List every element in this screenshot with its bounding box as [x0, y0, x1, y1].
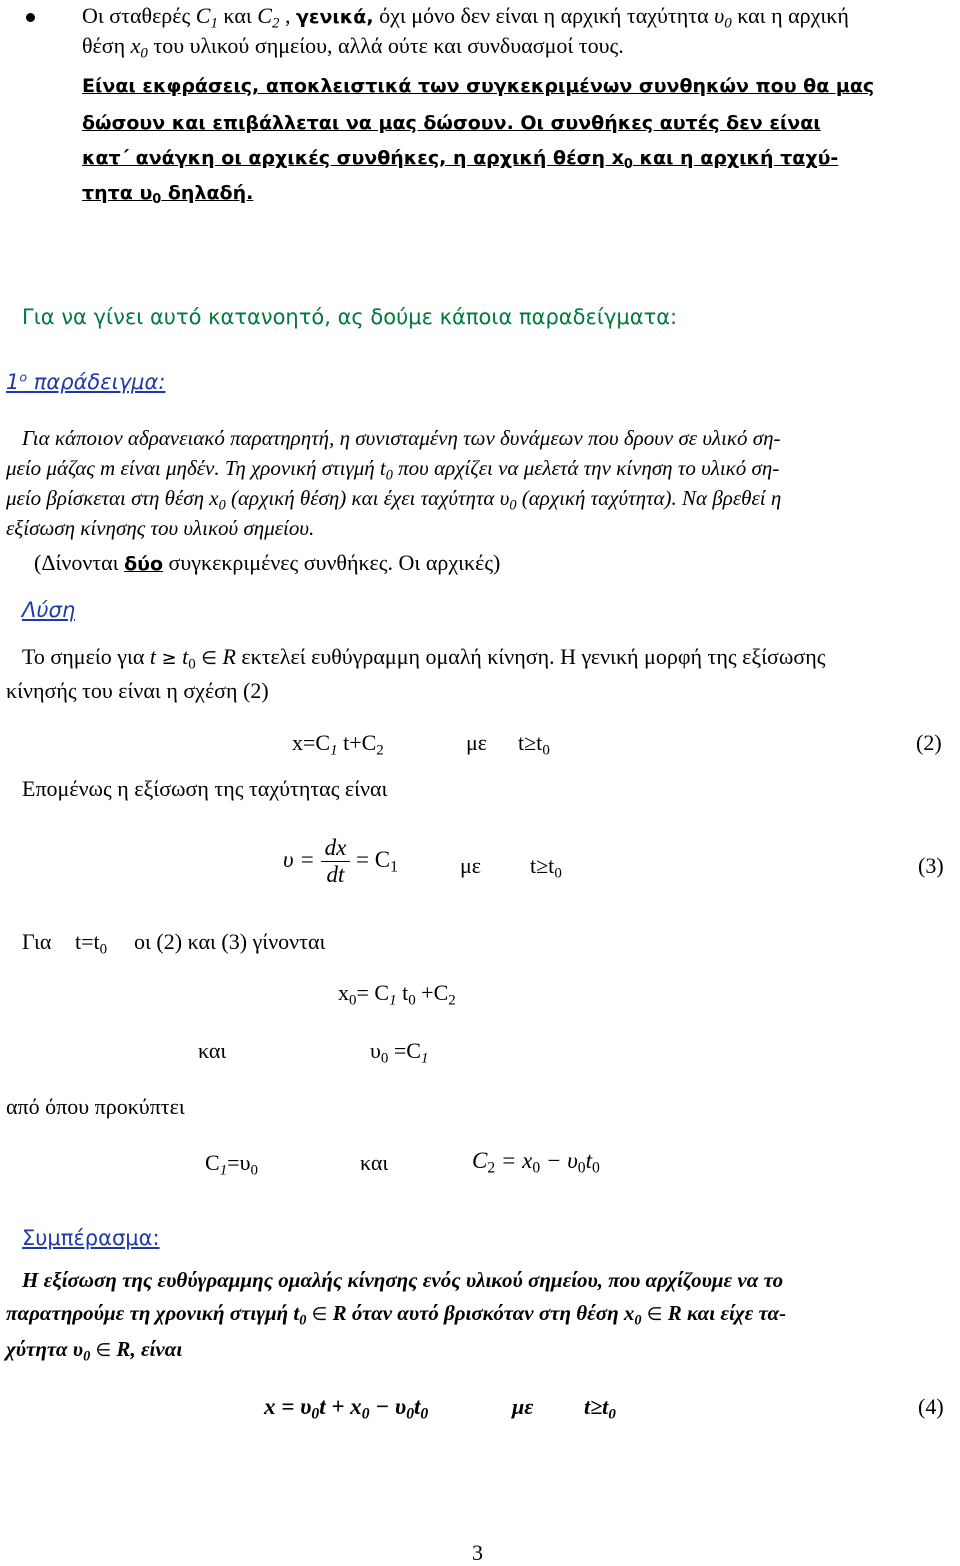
greater-equal-icon: ≥ — [161, 648, 177, 669]
symbol: R — [116, 1337, 131, 1361]
superscript: ο — [19, 369, 28, 385]
bullet-icon — [26, 13, 35, 22]
element-of-icon: ∈ — [311, 1304, 328, 1325]
text: = C — [356, 846, 391, 872]
from-where: από όπου προκύπτει — [6, 1094, 185, 1119]
text: − υ — [369, 1394, 407, 1419]
text: (αρχική θέση) και έχει ταχύτητα υ — [225, 486, 510, 510]
solution-line-1 — [22, 644, 826, 673]
subscript: 1 — [330, 742, 338, 759]
subscript: 1 — [420, 1050, 429, 1067]
equation-v0-kai: και — [198, 1038, 227, 1063]
text: εκτελεί ευθύγραμμη ομαλή κίνηση. Η γενική μορφή της εξίσωσης — [235, 644, 826, 669]
text: 1 — [6, 370, 20, 394]
symbol: t — [149, 644, 157, 669]
text: t≥t — [584, 1394, 609, 1419]
text: t≥t — [518, 730, 543, 755]
equation-3-label: (3) — [918, 853, 944, 878]
velocity-intro: Επομένως η εξίσωση της ταχύτητας είναι — [22, 776, 388, 801]
subscript: 0 — [188, 656, 196, 673]
equation-4-me: με — [512, 1394, 534, 1419]
bold-note-line-1: Είναι εκφράσεις, αποκλειστικά των συγκεκριμένων συνθηκών που θα μας — [82, 75, 875, 97]
subscript: 0 — [140, 45, 148, 62]
text: t+C — [337, 730, 377, 755]
conclusion-heading: Συμπέρασμα: — [22, 1226, 160, 1250]
symbol: x — [623, 1301, 635, 1325]
subscript: 0 — [608, 1406, 616, 1423]
text: (αρχική ταχύτητα). Να βρεθεί η — [516, 486, 782, 510]
constant-c1 — [205, 1150, 258, 1179]
text: και η αρχική — [731, 3, 849, 28]
symbol: t — [182, 644, 189, 669]
subscript: 0 — [408, 992, 416, 1009]
text: Το σημείο για — [22, 644, 150, 669]
text: t — [396, 980, 409, 1005]
subscript: 0 — [299, 1312, 307, 1329]
bold-word: δύο — [124, 553, 164, 575]
subscript: 2 — [448, 992, 456, 1009]
subscript: 2 — [271, 15, 280, 32]
text: = x — [495, 1148, 533, 1173]
example-line-4: εξίσωση κίνησης του υλικού σημείου. — [6, 516, 315, 540]
element-of-icon: ∈ — [201, 648, 217, 669]
subscript: 1 — [210, 15, 218, 32]
equation-v0-body — [370, 1038, 429, 1067]
subscript: 0 — [724, 15, 732, 32]
text: x — [338, 980, 349, 1005]
subscript: 0 — [152, 191, 162, 207]
text: τητα υ — [82, 182, 153, 204]
subscript: 0 — [623, 156, 633, 172]
subscript: 0 — [385, 467, 393, 484]
text: υ — [370, 1038, 381, 1063]
derivative-fraction — [321, 835, 351, 888]
bold-note-line-3 — [82, 147, 839, 172]
text: δηλαδή. — [161, 182, 254, 204]
equation-2-body — [292, 730, 384, 759]
text: και — [217, 3, 258, 28]
symbol: R — [667, 1301, 682, 1325]
subscript: 0 — [311, 1405, 320, 1423]
equation-4-label: (4) — [918, 1394, 944, 1419]
symbol: R — [222, 644, 236, 669]
example-1-heading — [6, 370, 165, 394]
symbol: C — [195, 3, 211, 28]
text: (Δίνονται — [34, 550, 125, 575]
for-t0-a: Για — [22, 929, 52, 954]
bold-note-line-2: δώσουν και επιβάλλεται να μας δώσουν. Οι συνθήκες αυτές δεν είναι — [82, 112, 821, 134]
constants-kai: και — [360, 1150, 389, 1175]
text: t — [414, 1394, 421, 1419]
text: και η αρχική ταχύ- — [632, 147, 839, 169]
bold-note-line-4 — [82, 182, 254, 207]
subscript: 0 — [634, 1312, 642, 1329]
conclusion-line-1: Η εξίσωση της ευθύγραμμης ομαλής κίνησης ενός υλικού σημείου, που αρχίζουμε να το — [22, 1268, 784, 1292]
subscript: 0 — [250, 1162, 258, 1179]
text: t≥t — [530, 853, 555, 878]
text: υ = — [283, 846, 315, 872]
conclusion-line-3 — [6, 1337, 183, 1365]
bold-word: γενικά, — [295, 6, 374, 28]
text: κατ΄ ανάγκη οι αρχικές συνθήκες, η αρχική θέση x — [82, 147, 624, 169]
text: C — [472, 1148, 488, 1173]
text: =C — [388, 1038, 421, 1063]
text: t + x — [319, 1394, 362, 1419]
subscript: 1 — [389, 992, 397, 1009]
text: x=C — [292, 730, 331, 755]
text: παράδειγμα: — [27, 370, 166, 394]
text: t=t — [75, 929, 100, 954]
bullet-line-2 — [82, 33, 624, 62]
bullet-line-1 — [82, 3, 849, 32]
denominator: dt — [326, 862, 345, 887]
solution-heading: Λύση — [22, 598, 76, 622]
examples-heading: Για να γίνει αυτό κατανοητό, ας δούμε κάποια παραδείγματα: — [22, 305, 678, 329]
text: = C — [356, 980, 390, 1005]
text: t — [585, 1148, 592, 1173]
symbol: R — [332, 1301, 347, 1325]
equation-2-me: με — [466, 730, 488, 755]
text: χύτητα — [6, 1337, 73, 1361]
text: +C — [415, 980, 449, 1005]
equation-3-condition — [530, 853, 562, 882]
element-of-icon: ∈ — [646, 1304, 663, 1325]
text: x = υ — [264, 1394, 312, 1419]
text: μείο μάζας m είναι μηδέν. Τη χρονική στιγμή t — [6, 456, 386, 480]
conclusion-line-2 — [6, 1301, 787, 1329]
example-line-3 — [6, 486, 782, 514]
subscript: 0 — [509, 497, 517, 514]
text: και είχε τα- — [681, 1301, 787, 1325]
text: του υλικού σημείου, αλλά ούτε και συνδυασμοί τους. — [147, 33, 624, 58]
equation-4-body — [264, 1394, 429, 1423]
text: μείο βρίσκεται στη θέση x — [6, 486, 219, 510]
subscript: 0 — [380, 1050, 389, 1067]
equation-2-label: (2) — [916, 730, 942, 755]
subscript: 2 — [376, 742, 384, 759]
equation-x0 — [338, 980, 456, 1009]
text: θέση — [82, 33, 131, 58]
page-number: 3 — [472, 1540, 483, 1565]
example-line-2 — [6, 456, 780, 484]
subscript: 0 — [406, 1405, 415, 1423]
subscript: 0 — [532, 1159, 541, 1177]
symbol: x — [130, 33, 141, 58]
example-line-1: Για κάποιον αδρανειακό παρατηρητή, η συνισταμένη των δυνάμεων που δρουν σε υλικό ση- — [22, 426, 781, 450]
subscript: 2 — [487, 1159, 496, 1177]
text: =υ — [227, 1150, 251, 1175]
text: Οι σταθερές — [82, 3, 196, 28]
subscript: 0 — [542, 742, 550, 759]
equation-3-me: με — [460, 853, 482, 878]
text: συγκεκριμένες συνθήκες. Οι αρχικές) — [163, 550, 501, 575]
subscript: 0 — [99, 941, 108, 958]
symbol: υ — [714, 3, 725, 28]
subscript: 0 — [420, 1405, 429, 1423]
subscript: 0 — [83, 1348, 91, 1365]
equation-2-condition — [518, 730, 550, 759]
subscript: 0 — [349, 992, 357, 1009]
symbol: t — [293, 1301, 300, 1325]
text: C — [205, 1150, 220, 1175]
text: όχι μόνο δεν είναι η αρχική ταχύτητα — [373, 3, 715, 28]
symbol: C — [257, 3, 272, 28]
text: που αρχίζει να μελετά την κίνηση το υλικό ση- — [392, 456, 780, 480]
text: , είναι — [130, 1337, 183, 1361]
text: παρατηρούμε τη χρονική στιγμή — [6, 1301, 294, 1325]
solution-line-2: κίνησής του είναι η σχέση (2) — [6, 678, 269, 703]
text: , — [279, 3, 296, 28]
element-of-icon: ∈ — [95, 1340, 112, 1361]
subscript: 0 — [591, 1159, 600, 1177]
subscript: 0 — [577, 1159, 586, 1177]
constant-c2 — [472, 1148, 600, 1177]
subscript: 0 — [361, 1405, 370, 1423]
equation-3-body — [283, 835, 398, 888]
for-t0-b: οι (2) και (3) γίνονται — [134, 929, 326, 954]
subscript: 1 — [390, 858, 398, 876]
subscript: 1 — [219, 1162, 228, 1179]
for-t0-t — [75, 929, 108, 958]
symbol: υ — [72, 1337, 84, 1361]
subscript: 0 — [554, 865, 562, 882]
subscript: 0 — [218, 497, 226, 514]
text: − υ — [540, 1148, 578, 1173]
numerator: dx — [321, 835, 351, 862]
equation-4-condition — [584, 1394, 616, 1423]
text: όταν αυτό βρισκόταν στη θέση — [346, 1301, 624, 1325]
conditions-note — [34, 550, 500, 576]
